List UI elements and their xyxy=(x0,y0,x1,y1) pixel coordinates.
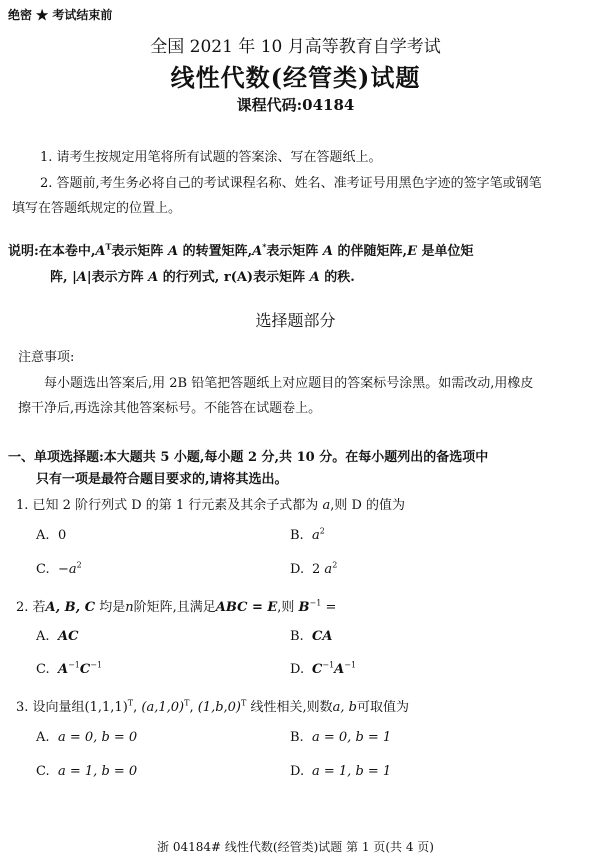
q3-option-c xyxy=(36,764,137,779)
option-letter: D. xyxy=(290,662,305,677)
note-line-2 xyxy=(50,266,355,285)
note-text: 是单位矩 xyxy=(421,244,474,259)
vector-1: (1,1,1) xyxy=(84,700,128,715)
page-footer: 浙 04184# 线性代数(经管类)试题 第 1 页(共 4 页) xyxy=(157,840,434,854)
notice-line-1: 每小题选出答案后,用 2B 铅笔把答题纸上对应题目的答案标号涂黑。如需改动,用橡皮 xyxy=(44,376,534,391)
option-letter: C. xyxy=(36,562,50,577)
option-value: CA xyxy=(312,629,333,644)
vector-3: (1,b,0) xyxy=(197,700,242,715)
instruction-2-cont: 填写在答题纸规定的位置上。 xyxy=(12,201,182,216)
note-text: 的伴随矩阵, xyxy=(337,244,408,259)
note-text: 的行列式, xyxy=(162,270,220,285)
note-text: 的转置矩阵, xyxy=(182,244,253,259)
matrix-symbols: A, B, C xyxy=(45,600,96,615)
option-letter: B. xyxy=(290,730,304,745)
q2-option-b xyxy=(290,629,332,644)
note-text: 的秩. xyxy=(324,270,355,285)
matrix-symbol: A xyxy=(322,244,334,259)
q1-option-b xyxy=(290,528,325,543)
q3-stem-text: 3. 设向量组 xyxy=(16,700,85,715)
option-value: a = 1, b = 0 xyxy=(58,764,138,779)
option-value: a = 0, b = 0 xyxy=(58,730,138,745)
q2-stem-text: 2. 若 xyxy=(16,600,46,615)
vars-ab: a, b xyxy=(332,700,357,715)
exponent: 2 xyxy=(319,526,325,536)
section-title: 选择题部分 xyxy=(255,311,336,330)
part1-heading-cont: 只有一项是最符合题目要求的,请将其选出。 xyxy=(36,472,288,487)
q1-option-d xyxy=(290,562,337,577)
confidential-label: 绝密 ★ 考试结束前 xyxy=(8,8,113,22)
option-value: a = 0, b = 1 xyxy=(312,730,392,745)
option-value: 0 xyxy=(58,528,67,543)
inverse-sup: −1 xyxy=(309,598,322,608)
var-a: a xyxy=(312,528,320,543)
option-letter: B. xyxy=(290,629,304,644)
option-value: a = 1, b = 1 xyxy=(312,764,392,779)
q1-stem-text: 1. 已知 2 阶行列式 D 的第 1 行元素及其余子式都为 xyxy=(16,498,319,513)
option-letter: D. xyxy=(290,764,305,779)
q3-stem-text: 可取值为 xyxy=(356,700,409,715)
exponent: 2 xyxy=(76,560,82,570)
note-text: 表示方阵 xyxy=(91,270,144,285)
notice-title: 注意事项: xyxy=(18,350,75,365)
determinant-symbol: |A| xyxy=(72,270,92,285)
comma: , xyxy=(133,700,138,715)
matrix-symbol: A xyxy=(334,662,345,677)
q1-option-a xyxy=(36,528,66,543)
matrix-symbol: B xyxy=(298,600,310,615)
inverse-sup: −1 xyxy=(344,660,357,670)
inverse-sup: −1 xyxy=(322,660,335,670)
transpose-sup: T xyxy=(184,698,190,708)
matrix-symbol: A xyxy=(252,244,263,259)
option-letter: D. xyxy=(290,562,305,577)
note-text: 表示矩阵 xyxy=(253,270,306,285)
q2-option-d xyxy=(290,662,356,677)
note-text: 在本卷中, xyxy=(38,244,96,259)
q1-option-c xyxy=(36,562,82,577)
q1-stem-text: ,则 D 的值为 xyxy=(330,498,406,513)
rank-symbol: r(A) xyxy=(223,270,254,285)
exam-title: 线性代数(经管类)试题 xyxy=(170,63,421,92)
option-letter: A. xyxy=(36,528,50,543)
note-text: 表示矩阵 xyxy=(266,244,319,259)
q2-option-c xyxy=(36,662,102,677)
matrix-symbol: C xyxy=(312,662,323,677)
exponent: 2 xyxy=(332,560,338,570)
matrix-equation: ABC = E xyxy=(215,600,278,615)
exam-heading: 全国 2021 年 10 月高等教育自学考试 xyxy=(150,37,441,57)
note-label: 说明: xyxy=(8,244,39,259)
transpose-sup: T xyxy=(127,698,134,708)
matrix-symbol: A xyxy=(58,662,69,677)
transpose-sup: T xyxy=(105,241,112,252)
q2-stem-text: 均是 xyxy=(99,600,126,615)
q1-stem xyxy=(16,494,405,513)
matrix-symbol: A xyxy=(309,270,320,285)
instruction-2: 2. 答题前,考生务必将自己的考试课程名称、姓名、准考证号用黑色字迹的签字笔或钢笔 xyxy=(40,176,542,191)
note-line-1 xyxy=(8,240,474,259)
var-a: a xyxy=(68,562,77,577)
q2-option-a xyxy=(36,629,78,644)
var-n: n xyxy=(125,600,134,615)
instruction-1: 1. 请考生按规定用笔将所有试题的答案涂、写在答题纸上。 xyxy=(40,150,382,165)
part1-heading: 一、单项选择题:本大题共 5 小题,每小题 2 分,共 10 分。在每小题列出的备选项中 xyxy=(8,450,489,465)
note-text: 阵, xyxy=(50,270,68,285)
transpose-sup: T xyxy=(241,698,247,708)
adjoint-sup: * xyxy=(262,241,267,252)
matrix-symbol: A xyxy=(95,244,106,259)
option-letter: A. xyxy=(36,629,50,644)
vector-2: (a,1,0) xyxy=(141,700,185,715)
option-letter: C. xyxy=(36,662,50,677)
note-text: 表示矩阵 xyxy=(111,244,164,259)
matrix-symbol: C xyxy=(79,662,91,677)
course-code: 课程代码:04184 xyxy=(236,96,355,114)
matrix-symbol: A xyxy=(148,270,159,285)
equals-sign: = xyxy=(321,600,337,615)
q3-option-a xyxy=(36,730,137,745)
q3-stem-text: 线性相关,则数 xyxy=(250,700,333,715)
matrix-symbol: A xyxy=(167,244,179,259)
q3-option-d xyxy=(290,764,391,779)
option-letter: C. xyxy=(36,764,50,779)
q3-stem xyxy=(16,696,409,715)
option-letter: B. xyxy=(290,528,304,543)
q2-stem-text: ,则 xyxy=(277,600,295,615)
q2-stem xyxy=(16,596,336,615)
coefficient: 2 xyxy=(312,562,321,577)
var-a: a xyxy=(322,498,331,513)
q3-option-b xyxy=(290,730,391,745)
identity-symbol: E xyxy=(407,244,417,259)
inverse-sup: −1 xyxy=(68,660,80,670)
q2-stem-text: 阶矩阵,且满足 xyxy=(133,600,216,615)
notice-line-2: 擦干净后,再选涂其他答案标号。不能答在试题卷上。 xyxy=(18,401,322,416)
comma: , xyxy=(189,700,194,715)
inverse-sup: −1 xyxy=(90,660,103,670)
var-a: a xyxy=(324,562,333,577)
minus-sign: − xyxy=(58,562,69,577)
option-value: AC xyxy=(58,629,79,644)
option-letter: A. xyxy=(36,730,50,745)
